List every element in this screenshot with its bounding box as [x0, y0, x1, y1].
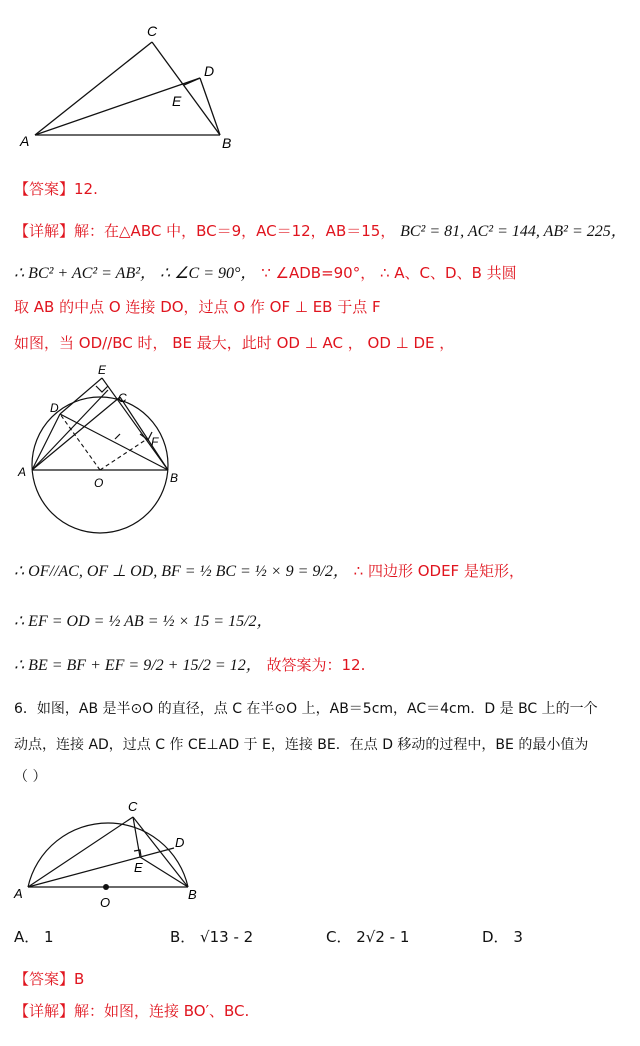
fig3-label-b: B — [188, 887, 197, 902]
answer-line-6 — [14, 968, 84, 990]
fig3-label-o: O — [100, 895, 111, 910]
fig3-label-d: D — [175, 835, 185, 850]
detail-line-2 — [14, 262, 517, 285]
fig3-label-e: E — [134, 860, 143, 875]
label-a: A — [20, 133, 30, 149]
option-a[interactable]: A． 1 — [14, 928, 54, 946]
fig3-label-a: A — [14, 886, 23, 901]
detail-line-6 — [14, 1000, 249, 1022]
option-b[interactable]: B． √13 - 2 — [170, 928, 254, 946]
label-e: E — [172, 93, 182, 109]
calc-line-3 — [14, 654, 365, 677]
detail6-bracket: 【详解】 — [14, 1002, 75, 1020]
fig2-label-f: F — [151, 435, 159, 449]
fig2-label-a: A — [18, 465, 27, 479]
fig2-label-d: D — [50, 401, 59, 415]
detail6-text: 解：如图，连接 BO′、BC. — [74, 1002, 250, 1020]
figure-circle-odef — [10, 362, 210, 542]
label-b: B — [222, 135, 232, 151]
fig2-label-o: O — [94, 476, 104, 490]
label-d: D — [204, 63, 215, 79]
detail-text-1: 解：在△ABC 中，BC＝9，AC＝12，AB＝15， — [74, 222, 396, 240]
detail-line-4: 如图，当 OD//BC 时， BE 最大，此时 OD ⊥ AC ， OD ⊥ DE ， — [14, 334, 455, 352]
option-d[interactable]: D． 3 — [482, 928, 523, 946]
detail-math-1: BC² = 81, AC² = 144, AB² = 225， — [400, 223, 627, 240]
fig2-label-e: E — [98, 363, 107, 377]
calc-math-1: ∴ OF//AC, OF ⊥ OD, BF = ½ BC = ½ × 9 = 9/2， — [14, 563, 349, 580]
detail-line-1 — [14, 220, 627, 243]
question-6-line-2: 动点，连接 AD，过点 C 作 CE⊥AD 于 E，连接 BE．在点 D 移动的过程中，BE 的最小值为 — [14, 737, 589, 753]
calc-text-3: 故答案为：12. — [266, 656, 366, 674]
calc-text-1: ∴ 四边形 ODEF 是矩形， — [353, 562, 524, 580]
detail-bracket: 【详解】 — [14, 222, 75, 240]
fig2-label-c: C — [118, 391, 127, 405]
option-c[interactable]: C． 2√2 - 1 — [326, 928, 410, 946]
question-6-line-3: （ ） — [14, 769, 47, 785]
figure-semicircle — [10, 795, 210, 910]
answer-bracket: 【答案】 — [14, 180, 75, 198]
detail-text-2: ∵ ∠ADB=90°， ∴ A、C、D、B 共圆 — [261, 264, 517, 282]
question-6-line-1: 6．如图，AB 是半⊙O 的直径，点 C 在半⊙O 上，AB＝5cm，AC＝4cm．D 是 BC 上的一个 — [14, 701, 598, 717]
figure-triangle-abcd — [10, 18, 260, 158]
label-c: C — [147, 23, 158, 39]
fig3-label-c: C — [128, 799, 138, 814]
answer6-value: B — [74, 970, 85, 988]
detail-math-2: ∴ BC² + AC² = AB²， ∴ ∠C = 90°， — [14, 265, 257, 282]
answer-value: 12. — [74, 180, 98, 198]
detail-line-3: 取 AB 的中点 O 连接 DO，过点 O 作 OF ⊥ EB 于点 F — [14, 298, 381, 316]
calc-math-3: ∴ BE = BF + EF = 9/2 + 15/2 = 12， — [14, 657, 262, 674]
calc-line-1 — [14, 560, 524, 583]
calc-math-2: ∴ EF = OD = ½ AB = ½ × 15 = 15/2， — [14, 613, 273, 630]
answer6-bracket: 【答案】 — [14, 970, 75, 988]
calc-line-2 — [14, 610, 273, 633]
answer-line-1 — [14, 178, 98, 200]
fig2-label-b: B — [170, 471, 179, 485]
